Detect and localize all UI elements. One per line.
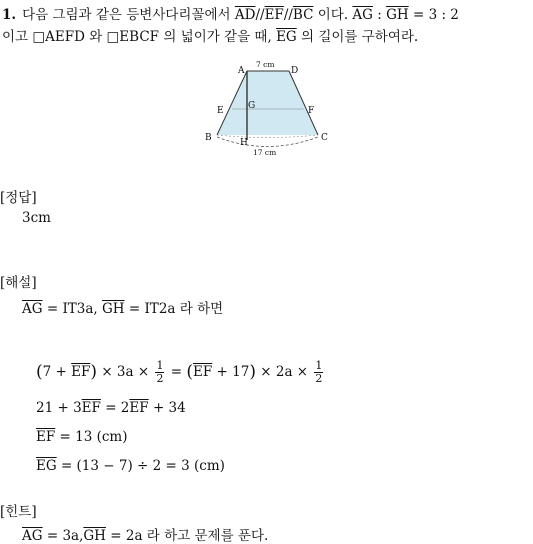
bottom-edge-arc bbox=[217, 135, 318, 138]
parallel-sign: // bbox=[255, 7, 265, 23]
equation-3 bbox=[36, 429, 128, 445]
top-length-label: 7 cm bbox=[256, 60, 275, 69]
problem-number: 1. bbox=[2, 7, 17, 23]
solution-setup bbox=[22, 297, 223, 317]
segment-ef: $\overline{EF}$ bbox=[129, 400, 149, 416]
problem-lead: 다음 그림과 같은 등변사다리꼴에서 bbox=[22, 7, 231, 23]
problem-mid: 이다. bbox=[317, 7, 349, 23]
paren-close: ) bbox=[249, 362, 256, 382]
setup-value-1: = IT3a, bbox=[46, 301, 98, 317]
eq1-times-1: × 3a × bbox=[101, 364, 150, 380]
point-c: C bbox=[321, 133, 328, 143]
segment-ef: $\overline{EF}$ bbox=[81, 400, 101, 416]
equation-2 bbox=[36, 400, 186, 416]
bottom-length-label: 17 cm bbox=[253, 148, 277, 157]
fraction-half bbox=[155, 360, 164, 385]
equation-1 bbox=[36, 360, 325, 385]
segment-gh: $\overline{GH}$ bbox=[102, 301, 125, 317]
segment-ag: $\overline{AG}$ bbox=[22, 528, 43, 544]
problem-line-1 bbox=[2, 3, 459, 23]
answer-value: 3cm bbox=[22, 210, 51, 226]
segment-ad: $\overline{AD}$ bbox=[234, 7, 256, 23]
fraction-numerator: 1 bbox=[156, 359, 164, 372]
point-a: A bbox=[238, 66, 245, 76]
segment-eg: $\overline{EG}$ bbox=[276, 29, 297, 45]
segment-ag: $\overline{AG}$ bbox=[22, 301, 43, 317]
fraction-numerator: 1 bbox=[315, 359, 323, 372]
segment-ef: $\overline{EF}$ bbox=[264, 7, 284, 23]
paren-open: ( bbox=[186, 362, 193, 382]
equation-4 bbox=[36, 458, 225, 474]
segment-gh: $\overline{GH}$ bbox=[386, 7, 409, 23]
eq1-times-2: × 2a × bbox=[260, 364, 309, 380]
eq2-term-b: = 2 bbox=[105, 400, 130, 416]
segment-ag: $\overline{AG}$ bbox=[352, 7, 373, 23]
solution-label: [해설] bbox=[0, 275, 37, 291]
problem-line-2 bbox=[2, 25, 418, 45]
bottom-arc bbox=[217, 137, 318, 147]
eq2-term-a: 21 + 3 bbox=[36, 400, 82, 416]
segment-eg: $\overline{EG}$ bbox=[36, 458, 57, 474]
paren-close: ) bbox=[90, 362, 98, 382]
hint-text bbox=[22, 524, 268, 544]
ratio-colon: : bbox=[377, 7, 382, 23]
point-e: E bbox=[217, 106, 224, 116]
point-f: F bbox=[308, 106, 315, 116]
fraction-denominator: 2 bbox=[156, 372, 164, 385]
parallel-sign: // bbox=[283, 7, 293, 23]
problem-tail: 의 길이를 구하여라. bbox=[301, 29, 419, 45]
eq1-equals: = bbox=[170, 364, 183, 380]
segment-ef: $\overline{EF}$ bbox=[193, 364, 213, 380]
segment-ef: $\overline{EF}$ bbox=[36, 429, 56, 445]
hint-value-1: = 3a, bbox=[46, 528, 84, 544]
fraction-denominator: 2 bbox=[315, 372, 323, 385]
segment-gh: $\overline{GH}$ bbox=[83, 528, 106, 544]
eq4-result: = (13 − 7) ÷ 2 = 3 (cm) bbox=[60, 458, 225, 474]
eq2-term-c: + 34 bbox=[152, 400, 186, 416]
paren-open: ( bbox=[36, 362, 43, 382]
fraction-half bbox=[314, 360, 323, 385]
point-d: D bbox=[291, 66, 299, 76]
eq1-term-a: 7 + bbox=[42, 364, 67, 380]
eq1-term-b: + 17 bbox=[216, 364, 250, 380]
segment-ef: $\overline{EF}$ bbox=[71, 364, 91, 380]
hint-value-2: = 2a 라 하고 문제를 푼다. bbox=[110, 528, 269, 544]
ratio-value: = 3 : 2 bbox=[412, 7, 459, 23]
problem-lead-2: 이고 □AEFD 와 □EBCF 의 넓이가 같을 때, bbox=[2, 29, 272, 45]
setup-value-2: = IT2a 라 하면 bbox=[128, 301, 224, 317]
point-g: G bbox=[248, 101, 256, 111]
point-h: H bbox=[240, 138, 248, 148]
segment-bc: $\overline{BC}$ bbox=[292, 7, 314, 23]
answer-label: [정답] bbox=[0, 190, 37, 206]
hint-label: [힌트] bbox=[0, 504, 37, 520]
eq3-result: = 13 (cm) bbox=[59, 429, 128, 445]
trapezoid-figure bbox=[200, 60, 335, 160]
point-b: B bbox=[205, 133, 212, 143]
